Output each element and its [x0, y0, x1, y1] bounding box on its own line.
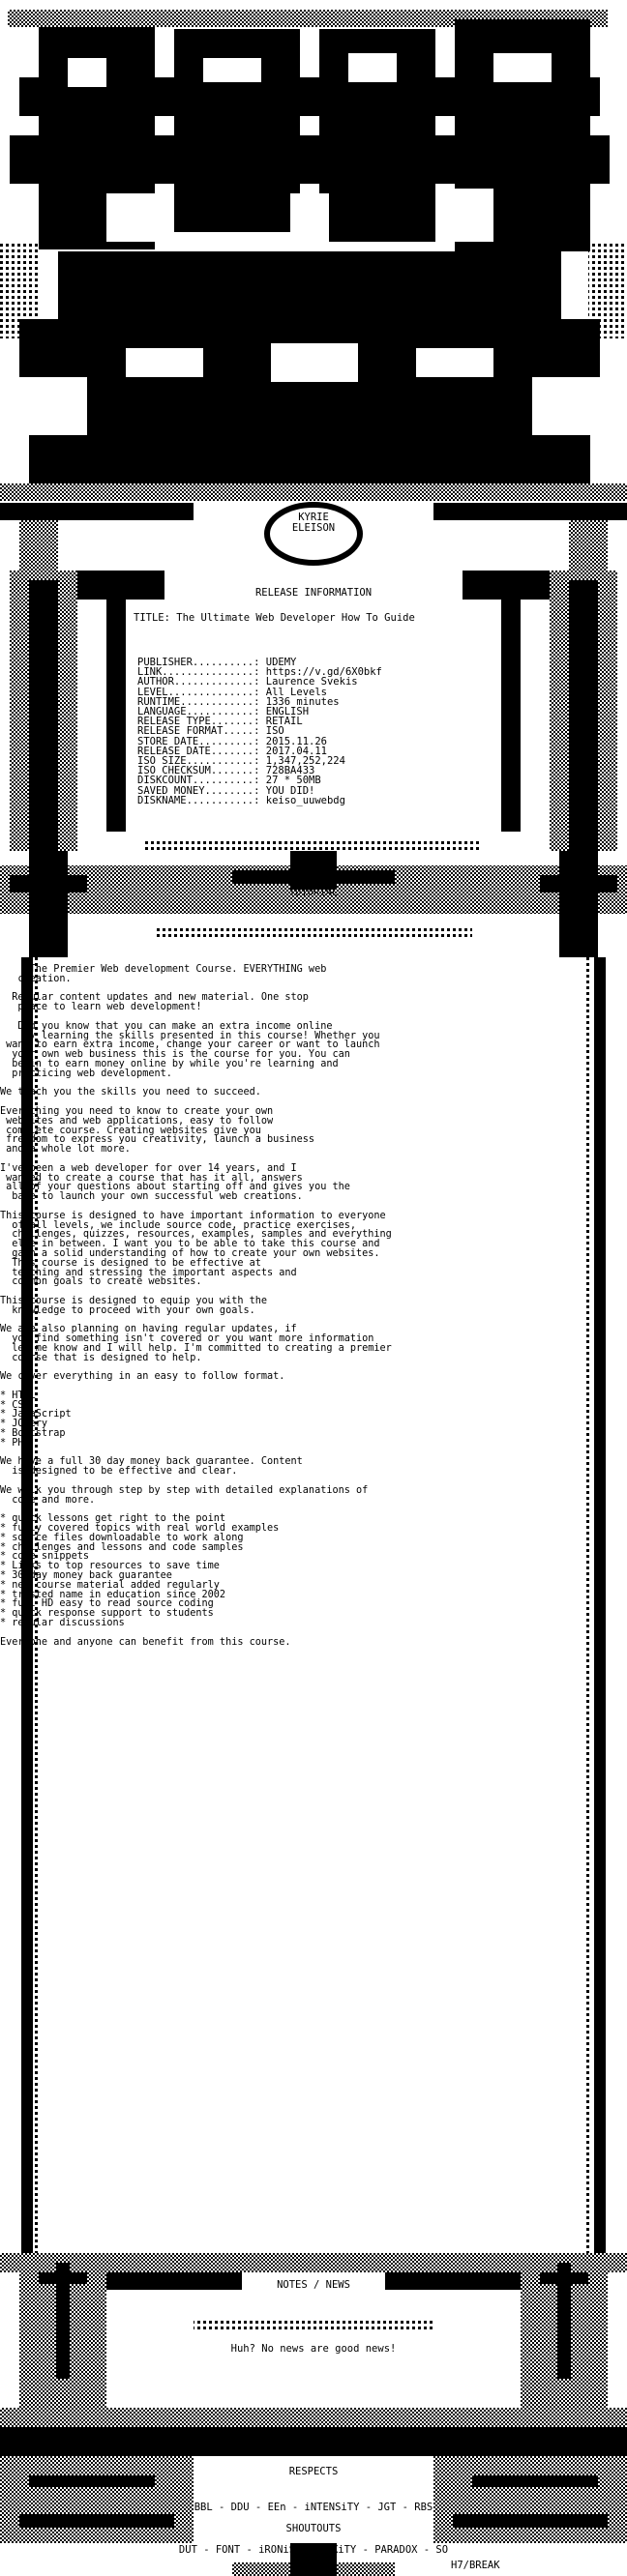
release-field-key: RELEASE FORMAT.....: — [137, 725, 260, 738]
respects-header: RESPECTS — [288, 2466, 339, 2477]
respects-body: BBL - DDU - EEn - iNTENSiTY - JGT - RBS — [194, 2502, 433, 2513]
notes-body: Huh? No news are good news! — [230, 2343, 397, 2355]
shoutouts-header: SHOUTOUTS — [285, 2523, 342, 2534]
tutorial-body: The Premier Web development Course. EVERYTHING web creation. Regular content updates and new material. One stop place to learn web development! Did you know that you can make an extra income online by learning the skills presented in this course! Whether you want to earn extra income, change your career or want to launch your own web business this is the course for you. You can begin to earn money online by while you're learning and practicing web development. We teach you the skills you need to succeed. Everything you need to know to create your own websites and web applications, easy to follow complete course. Creating websites give you freedom to express you creativity, launch a business and a whole lot more. I've been a web developer for over 14 years, and I wanted to create a course that has it all, answers all of your questions about starting off and gives you the base to launch your own successful web creations. This course is designed to have important information to everyone of all levels, we include source code, practice exercises, challenges, quizzes, resources, examples, samples and everything else in between. I want you to be able to take this course and gain a solid understanding of how to create your own websites. This course is designed to be effective at teaching and stressing the important aspects and common goals to create websites. This course is designed to equip you with the knowledge to proceed with your own goals. We are also planning on having regular updates, if you find something isn't covered or you want more information let me know and I will help. I'm committed to creating a premier course that is designed to help. We cover everything in an easy to follow format. * HTML * CSS * JavaScript * JQuery * Bootstrap * PHP We have a full 30 day money back guarantee. Content is designed to be effective and clear. We walk you through step by step with detailed explanations of code and more. * quick lessons get right to the point * fully covered topics with real world examples * source files downloadable to work along * challenges and lessons and code samples * code snippets * Links to top resources to save time * 30 day money back guarantee * new course material added regularly * trusted name in education since 2002 * full HD easy to read source coding * quick response support to students * regular discussions Everyone and anyone can benefit from this course. — [0, 964, 392, 1648]
release-field-key: ISO CHECKSUM.......: — [137, 765, 260, 777]
signature: H7/BREAK — [451, 2560, 500, 2571]
release-field-value: keiso_uuwebdg — [259, 794, 345, 806]
kyrie-line2: ELEISON — [291, 522, 336, 534]
release-field-key: LANGUAGE...........: — [137, 706, 260, 718]
release-field-value: All Levels — [259, 686, 327, 698]
notes-header: NOTES / NEWS — [277, 2279, 350, 2291]
kyrie-line1: KYRIE — [298, 512, 329, 523]
release-field-key: LEVEL..............: — [137, 686, 260, 698]
release-field-key: LINK...............: — [137, 666, 260, 679]
release-field-key: RELEASE DATE.......: — [137, 745, 260, 757]
kyrie-label — [279, 512, 348, 534]
release-title: TITLE: The Ultimate Web Developer How To Guide — [134, 612, 415, 624]
release-field-value: https://v.gd/6X0bkf — [259, 666, 382, 679]
release-field-value: Laurence Svekis — [259, 676, 358, 688]
release-field-value: 27 * 50MB — [259, 775, 321, 787]
release-field-value: 1336 minutes — [259, 695, 340, 708]
release-fields — [137, 658, 382, 805]
release-field-key: SAVED MONEY........: — [137, 784, 260, 797]
release-field-row — [137, 796, 382, 805]
release-field-key: RELEASE TYPE.......: — [137, 716, 260, 728]
release-field-key: STORE DATE.........: — [137, 735, 260, 747]
release-field-value: UDEMY — [259, 657, 297, 668]
release-field-value: 2015.11.26 — [259, 735, 327, 747]
release-field-key: ISO SIZE...........: — [137, 755, 260, 768]
release-field-value: ENGLISH — [259, 706, 310, 718]
release-field-value: 1,347,252,224 — [259, 755, 345, 768]
release-field-key: DISKNAME...........: — [137, 794, 260, 806]
release-field-value: ISO — [259, 725, 284, 738]
logo-art — [0, 10, 627, 501]
release-field-value: YOU DID! — [259, 784, 315, 797]
release-field-key: PUBLISHER..........: — [137, 657, 260, 668]
tutorial-header: TUTORIAL — [288, 887, 339, 898]
release-field-key: DISKCOUNT..........: — [137, 775, 260, 787]
release-field-key: RUNTIME............: — [137, 695, 260, 708]
shoutouts-body: DUT - FONT - iRONiSO - LAXiTY - PARADOX - SO — [178, 2544, 449, 2556]
release-field-value: 728BA433 — [259, 765, 315, 777]
release-field-value: RETAIL — [259, 716, 303, 728]
release-header: RELEASE INFORMATION — [254, 587, 373, 599]
release-field-value: 2017.04.11 — [259, 745, 327, 757]
release-field-key: AUTHOR.............: — [137, 676, 260, 688]
